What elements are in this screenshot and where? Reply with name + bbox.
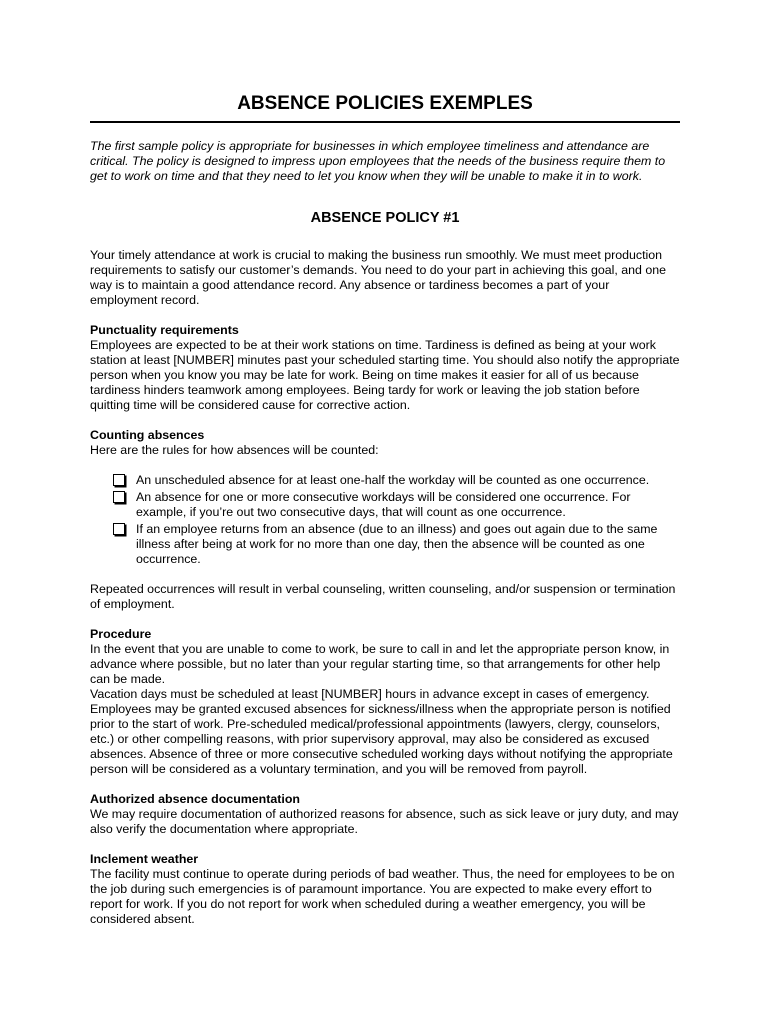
opening-paragraph: Your timely attendance at work is crucial to making the business run smoothly. We must meet production requirements to satisfy our customer’s demands. You need to do your part in achieving this goal, and one way is to maintain a good attendance record. Any absence or tardiness becomes a part of your employment record. <box>90 248 667 307</box>
list-item <box>112 473 680 488</box>
checkbox-bullet-icon <box>113 523 125 535</box>
list-item-text: If an employee returns from an absence (due to an illness) and goes out again due to the same illness after being at work for no more than one day, then the absence will be counted as one occurrence. <box>136 522 658 566</box>
checkbox-bullet-icon <box>113 474 125 486</box>
punctuality-body: Employees are expected to be at their work stations on time. Tardiness is defined as being at your work station at least [NUMBER] minutes past your scheduled starting time. You should also notify the appropriate person when you know you may be late for work. Being on time makes it easier for all of us because tardiness hinders teamwork among employees. Being tardy for work or leaving the job station before quitting time will be considered cause for corrective action. <box>90 338 680 412</box>
list-item-text: An unscheduled absence for at least one-half the workday will be counted as one occurrence. <box>136 473 650 487</box>
documentation-section <box>90 792 680 837</box>
counting-heading: Counting absences <box>90 428 205 442</box>
counting-section <box>90 428 680 612</box>
policy-title: ABSENCE POLICY #1 <box>310 210 460 226</box>
weather-body: The facility must continue to operate during periods of bad weather. Thus, the need for employees to be on the job during such emergencies is of paramount importance. You are expected to make every effort to report for work. If you do not report for work when scheduled during a weather emergency, you will be considered absent. <box>90 867 675 926</box>
list-item <box>112 522 680 567</box>
procedure-section <box>90 627 680 777</box>
document-body <box>90 139 680 927</box>
weather-heading: Inclement weather <box>90 852 199 866</box>
punctuality-section <box>90 323 680 413</box>
counting-after: Repeated occurrences will result in verbal counseling, written counseling, and/or suspension or termination of employment. <box>90 582 676 611</box>
punctuality-heading: Punctuality requirements <box>90 323 239 337</box>
documentation-body: We may require documentation of authorized reasons for absence, such as sick leave or jury duty, and may also verify the documentation where appropriate. <box>90 807 679 836</box>
weather-section <box>90 852 680 927</box>
list-item <box>112 490 680 520</box>
intro-paragraph: The first sample policy is appropriate for businesses in which employee timeliness and attendance are critical. The policy is designed to impress upon employees that the needs of the business require them to get to work on time and that they need to let you know when they will be unable to make it in to work. <box>90 139 666 183</box>
counting-intro: Here are the rules for how absences will be counted: <box>90 443 379 457</box>
procedure-body-1: In the event that you are unable to come to work, be sure to call in and let the appropriate person know, in advance where possible, but no later than your regular starting time, so that arrangements for other help can be made. <box>90 642 670 686</box>
counting-rules-list <box>90 473 680 567</box>
list-item-text: An absence for one or more consecutive workdays will be considered one occurrence. For example, if you’re out two consecutive days, that will count as one occurrence. <box>136 490 631 519</box>
procedure-body-2: Vacation days must be scheduled at least [NUMBER] hours in advance except in cases of emergency. Employees may be granted excused absences for sickness/illness when the appropriate person is notified prior to the start of work. Pre-scheduled medical/professional appointments (lawyers, clergy, counselors, etc.) or other compelling reasons, with prior supervisory approval, may also be considered as excused absences. Absence of three or more consecutive scheduled working days without notifying the appropriate person will be considered as a voluntary termination, and you will be removed from payroll. <box>90 687 673 776</box>
document-title: ABSENCE POLICIES EXEMPLES <box>237 93 533 114</box>
title-divider <box>90 121 680 123</box>
checkbox-bullet-icon <box>113 491 125 503</box>
procedure-heading: Procedure <box>90 627 152 641</box>
documentation-heading: Authorized absence documentation <box>90 792 300 806</box>
